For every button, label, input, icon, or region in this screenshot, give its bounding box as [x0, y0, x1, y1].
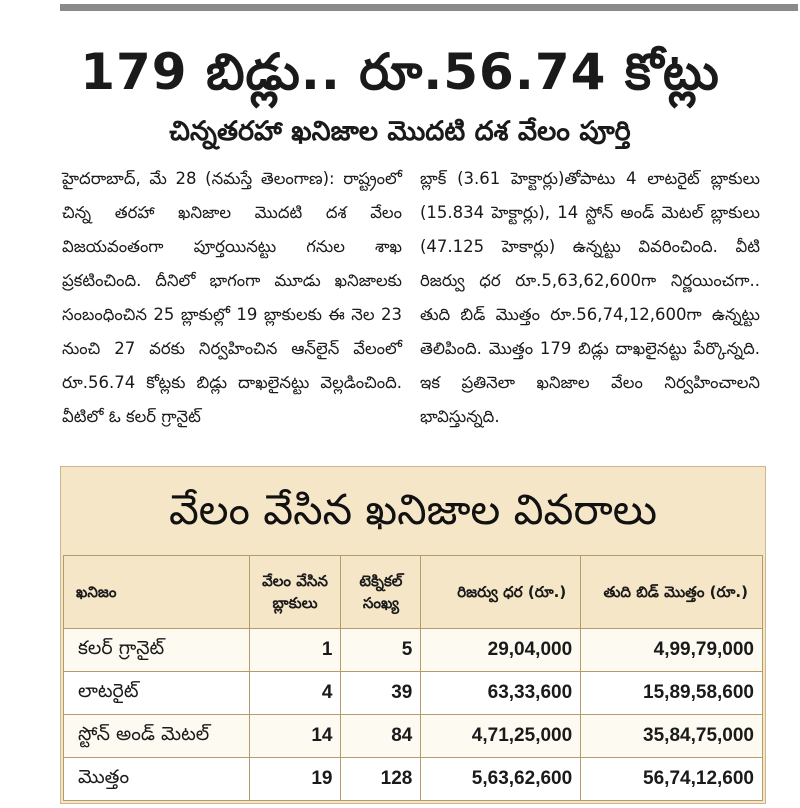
- cell-tenders: 84: [341, 715, 421, 758]
- header-mineral-label: ఖనిజం: [76, 583, 117, 601]
- top-rule: [60, 4, 798, 11]
- cell-blocks: 14: [249, 715, 341, 758]
- cell-final-bid: 35,84,75,000: [581, 715, 763, 758]
- header-final-bid: తుది బిడ్ మొత్తం (రూ.): [581, 556, 763, 629]
- cell-mineral: కలర్ గ్రానైట్: [64, 629, 250, 672]
- cell-tenders: 5: [341, 629, 421, 672]
- header-mineral: [64, 556, 250, 629]
- cell-mineral: మొత్తం: [64, 758, 250, 801]
- cell-blocks: 4: [249, 672, 341, 715]
- cell-mineral: లాటరైట్: [64, 672, 250, 715]
- cell-reserve: 5,63,62,600: [421, 758, 581, 801]
- subheadline: చిన్నతరహా ఖనిజాల మొదటి దశ వేలం పూర్తి: [169, 116, 631, 147]
- table-row: [64, 672, 763, 715]
- cell-final-bid: 4,99,79,000: [581, 629, 763, 672]
- box-title: వేలం వేసిన ఖనిజాల వివరాలు: [168, 485, 658, 534]
- body-text-left: హైదరాబాద్‌, మే 28 (నమస్తే తెలంగాణ): రాష్ట్రంలో చిన్న తరహా ఖనిజాల మొదటి దశ వేలం విజయవంతంగా పూర్తయినట్టు గనుల శాఖ ప్రకటించింది. దీనిలో భాగంగా మూడు ఖనిజాలకు సంబంధించిన 25 బ్లాకుల్లో 19 బ్లాకులకు ఈ నెల 23 నుంచి 27 వరకు నిర్వహించిన ఆన్‌లైన్‌ వేలంలో రూ.56.74 కోట్లకు బిడ్లు దాఖలైనట్టు వెల్లడించింది. వీటిలో ఓ కలర్‌ గ్రానైట్‌: [62, 169, 402, 426]
- cell-tenders: 39: [341, 672, 421, 715]
- cell-blocks: 19: [249, 758, 341, 801]
- table-row: [64, 715, 763, 758]
- body-text-right: బ్లాక్‌ (3.61 హెక్టార్లు)తోపాటు 4 లాటరైట్‌ బ్లాకులు (15.834 హెక్టార్లు), 14 స్టోన్‌ అండ్‌ మెటల్‌ బ్లాకులు (47.125 హెకార్లు) ఉన్నట్టు వివరించింది. వీటి రిజర్వు ధర రూ.5,63,62,600గా నిర్ణయించగా.. తుది బిడ్‌ మొత్తం రూ.56,74,12,600గా ఉన్నట్టు తెలిపింది. మొత్తం 179 బిడ్లు దాఖలైనట్టు పేర్కొన్నది. ఇక ప్రతినెలా ఖనిజాల వేలం నిర్వహించాలని భావిస్తున్నది.: [420, 169, 760, 426]
- table-row: [64, 629, 763, 672]
- header-tenders: టెక్నికల్ సంఖ్య: [341, 556, 421, 629]
- table-row-total: [64, 758, 763, 801]
- cell-blocks: 1: [249, 629, 341, 672]
- mineral-table: [63, 555, 763, 801]
- article-column-right: [420, 162, 760, 434]
- mineral-auction-box: [60, 466, 766, 804]
- table-header-row: [64, 556, 763, 629]
- cell-tenders: 128: [341, 758, 421, 801]
- cell-mineral: స్టోన్ అండ్ మెటల్: [64, 715, 250, 758]
- cell-reserve: 63,33,600: [421, 672, 581, 715]
- cell-final-bid: 15,89,58,600: [581, 672, 763, 715]
- article-column-left: [62, 162, 402, 434]
- header-blocks: వేలం వేసిన బ్లాకులు: [249, 556, 341, 629]
- cell-reserve: 29,04,000: [421, 629, 581, 672]
- cell-final-bid: 56,74,12,600: [581, 758, 763, 801]
- header-reserve: రిజర్వు ధర (రూ.): [421, 556, 581, 629]
- cell-reserve: 4,71,25,000: [421, 715, 581, 758]
- headline: 179 బిడ్లు.. రూ.56.74 కోట్లు: [80, 43, 720, 101]
